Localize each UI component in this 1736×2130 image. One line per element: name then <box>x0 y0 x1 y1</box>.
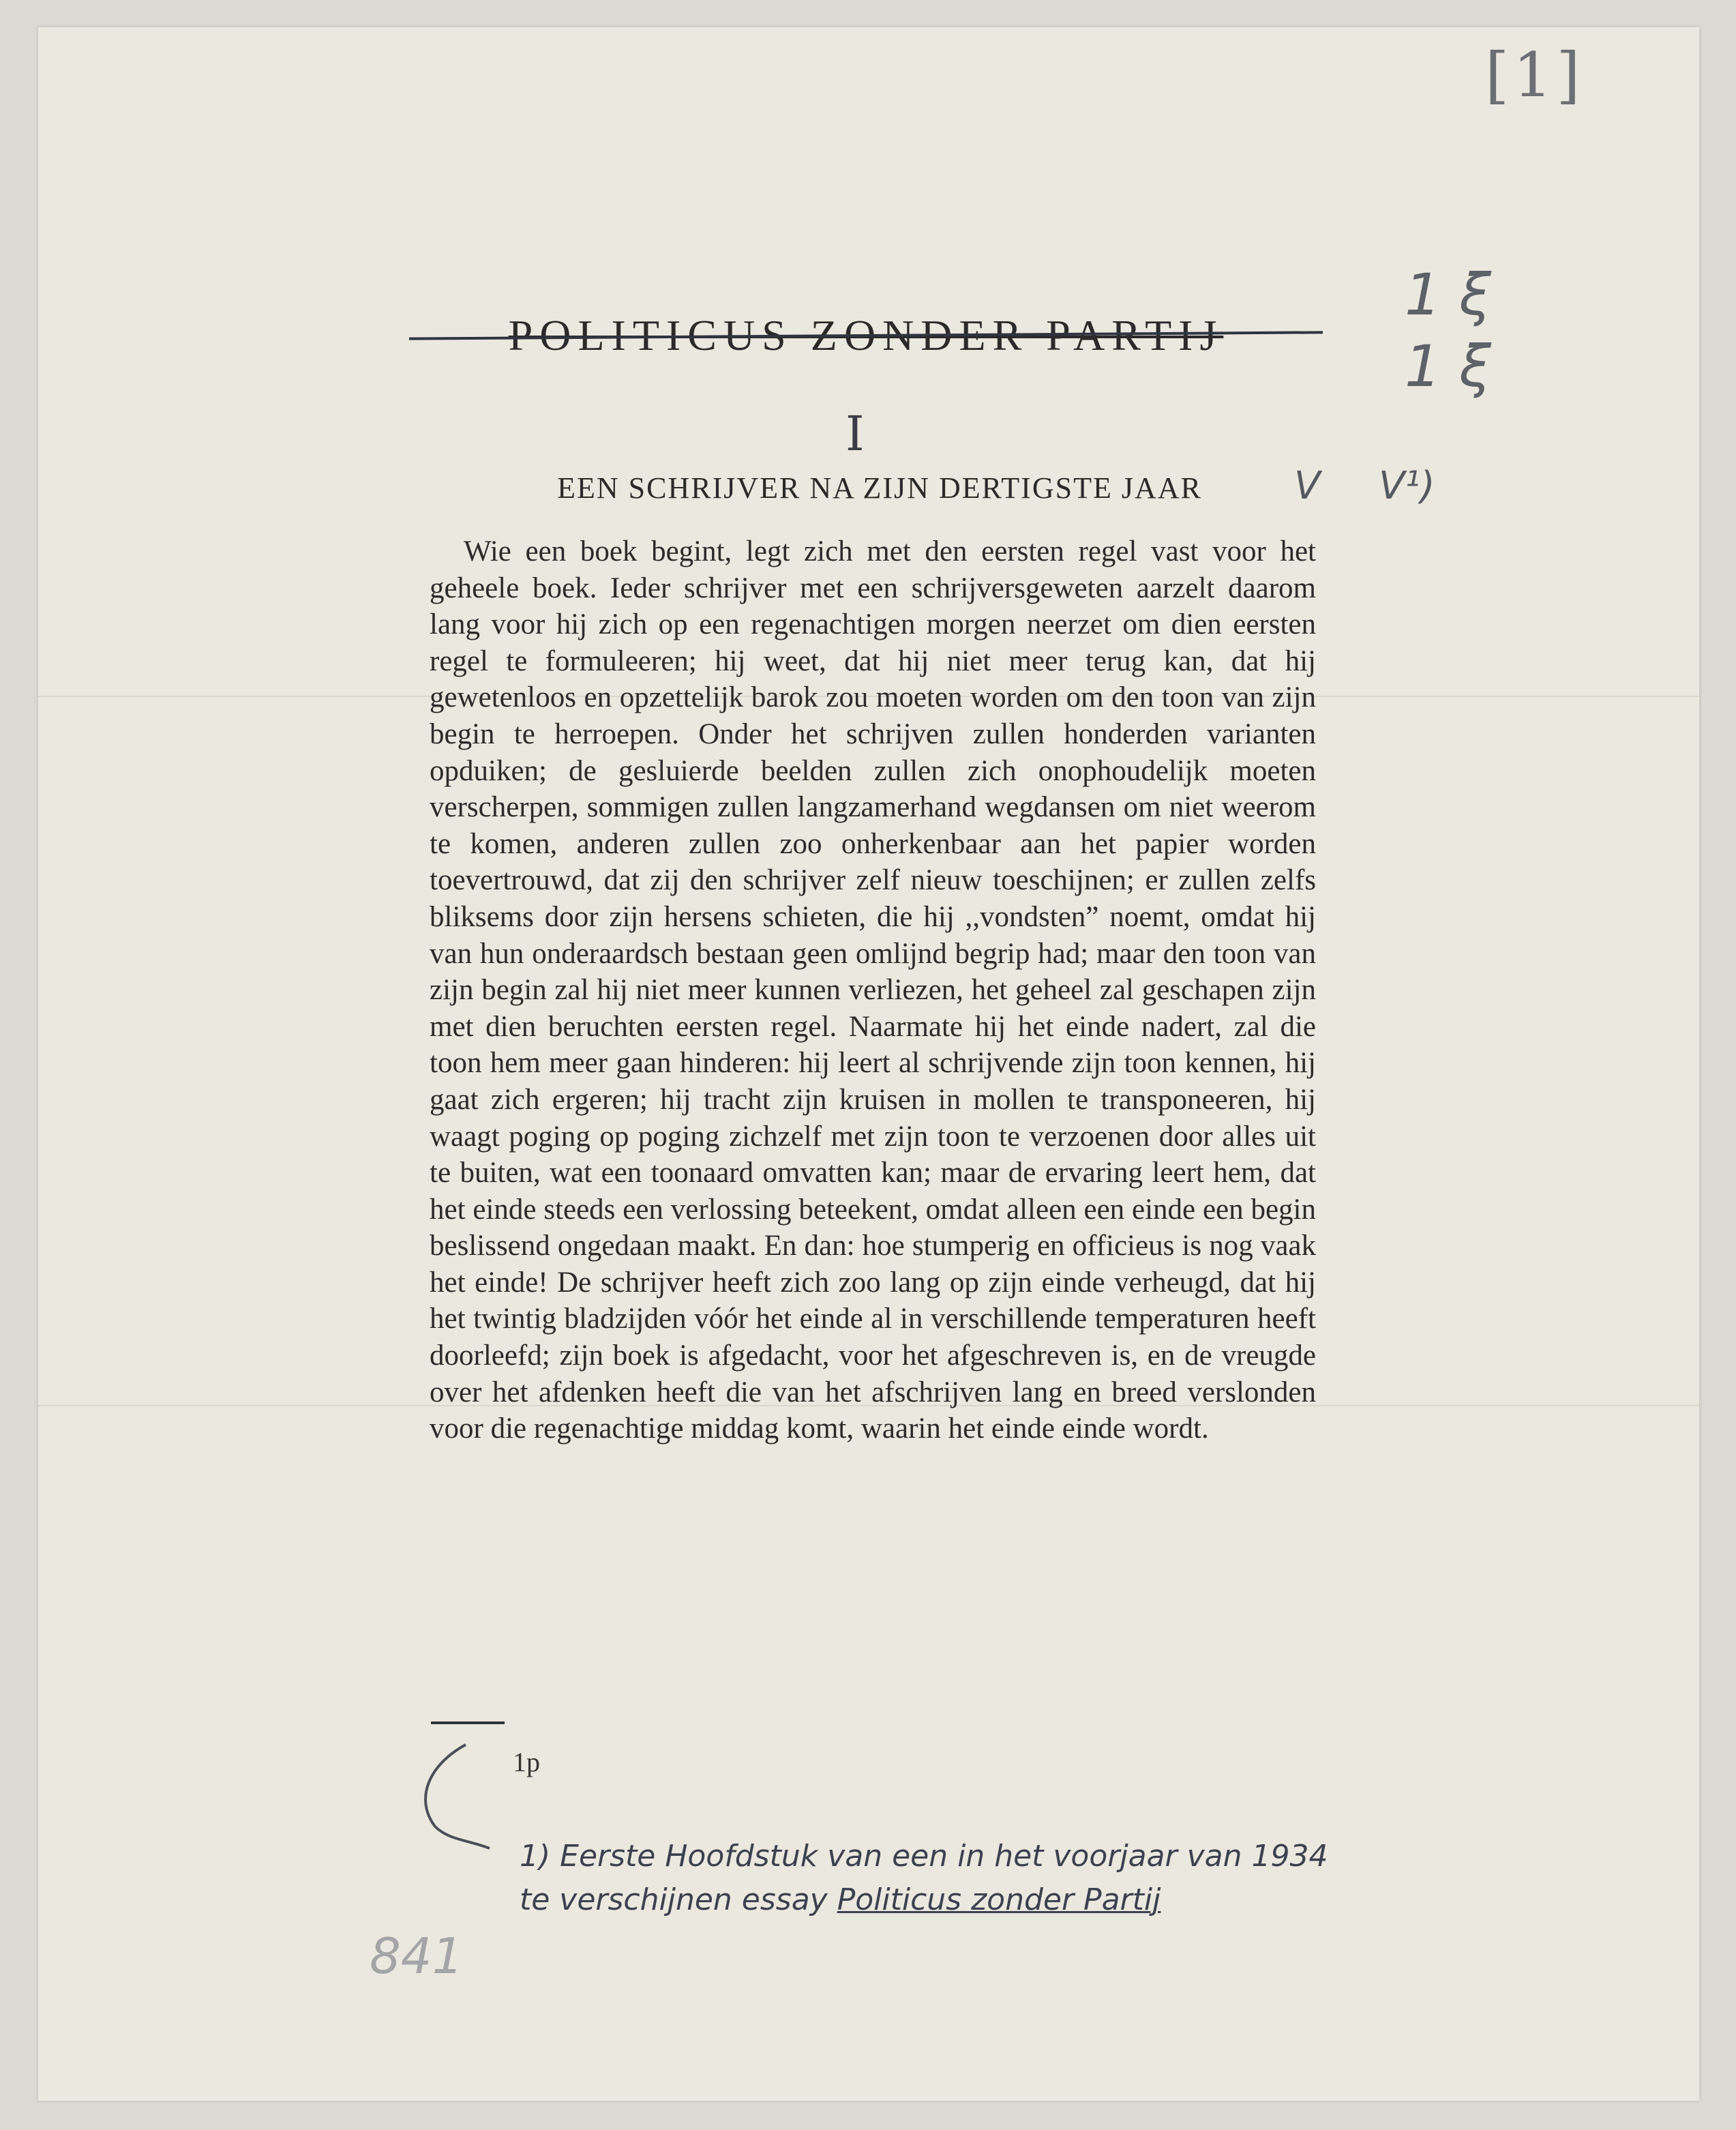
struck-out-title: POLITICUS ZONDER PARTIJ <box>508 311 1224 359</box>
margin-notes <box>1405 259 1491 402</box>
margin-note: 1 ξ <box>1405 333 1491 400</box>
footnote-line-prefix: te verschijnen essay <box>520 1882 837 1917</box>
footnote-bracket-mark <box>415 1738 496 1854</box>
handwritten-title-mark: V <box>1294 464 1321 508</box>
handwritten-footnote <box>520 1835 1420 1922</box>
handwritten-underline <box>431 1721 505 1724</box>
section-number-mark: I <box>845 406 865 462</box>
body-text <box>430 533 1316 1447</box>
pencil-catalog-number: 841 <box>370 1927 464 1985</box>
footnote-essay-title: Politicus zonder Partij <box>837 1882 1161 1917</box>
footnote-reference-mark: V¹) <box>1379 464 1435 508</box>
footnote-line <box>520 1878 1420 1922</box>
chapter-title: EEN SCHRIJVER NA ZIJN DERTIGSTE JAAR <box>557 471 1202 505</box>
body-paragraph: Wie een boek begint, legt zich met den eersten regel vast voor het geheele boek. Ieder schrijver met een schrijversgeweten aarzelt daarom lang voor hij zich op een regenachtigen morgen neerzet om dien eersten regel te formuleeren; hij weet, dat hij niet meer terug kan, dat hij gewetenloos en opzettelijk barok zou moeten worden om den toon van zijn begin te herroepen. Onder het schrijven zullen honderden varianten opduiken; de gesluierde beelden zullen zich onophoudelijk moeten verscherpen, sommigen zullen langzamerhand wegdansen om niet weerom te komen, anderen zullen zoo onherkenbaar aan het papier worden toevertrouwd, dat zij den schrijver zelf nieuw toeschijnen; er zullen zelfs bliksems door zijn hersens schieten, die hij ,,vondsten” noemt, omdat hij van hun onderaardsch bestaan geen omlijnd begrip had; maar den toon van zijn begin zal hij niet meer kunnen verliezen, het geheel zal geschapen zijn met dien beruchten eersten regel. Naarmate hij het einde nadert, zal die toon hem meer gaan hinderen: hij leert al schrijvende zijn toon kennen, hij gaat zich ergeren; hij tracht zijn kruisen in mollen te transponeeren, hij waagt poging op poging zichzelf met zijn toon te verzoenen door alles uit te buiten, wat een toonaard omvatten kan; maar de ervaring leert hem, dat het einde steeds een verlossing beteekent, omdat alleen een einde een begin beslissend ongedaan maakt. En dan: hoe stumperig en officieus is nog vaak het einde! De schrijver heeft zich zoo lang op zijn einde verheugd, dat hij het twintig bladzijden vóór het einde al in verschillende temperaturen heeft doorleefd; zijn boek is afgedacht, voor het afgeschreven is, en de vreugde over het afdenken heeft die van het afschrijven lang en breed verslonden voor die regenachtige middag komt, waarin het einde einde wordt. <box>430 535 1316 1445</box>
archive-page-number: [1] <box>1485 40 1585 111</box>
footnote-line: 1) Eerste Hoofdstuk van een in het voorjaar van 1934 <box>520 1839 1328 1874</box>
printer-signature: 1p <box>513 1747 540 1777</box>
margin-note: 1 ξ <box>1405 261 1491 328</box>
